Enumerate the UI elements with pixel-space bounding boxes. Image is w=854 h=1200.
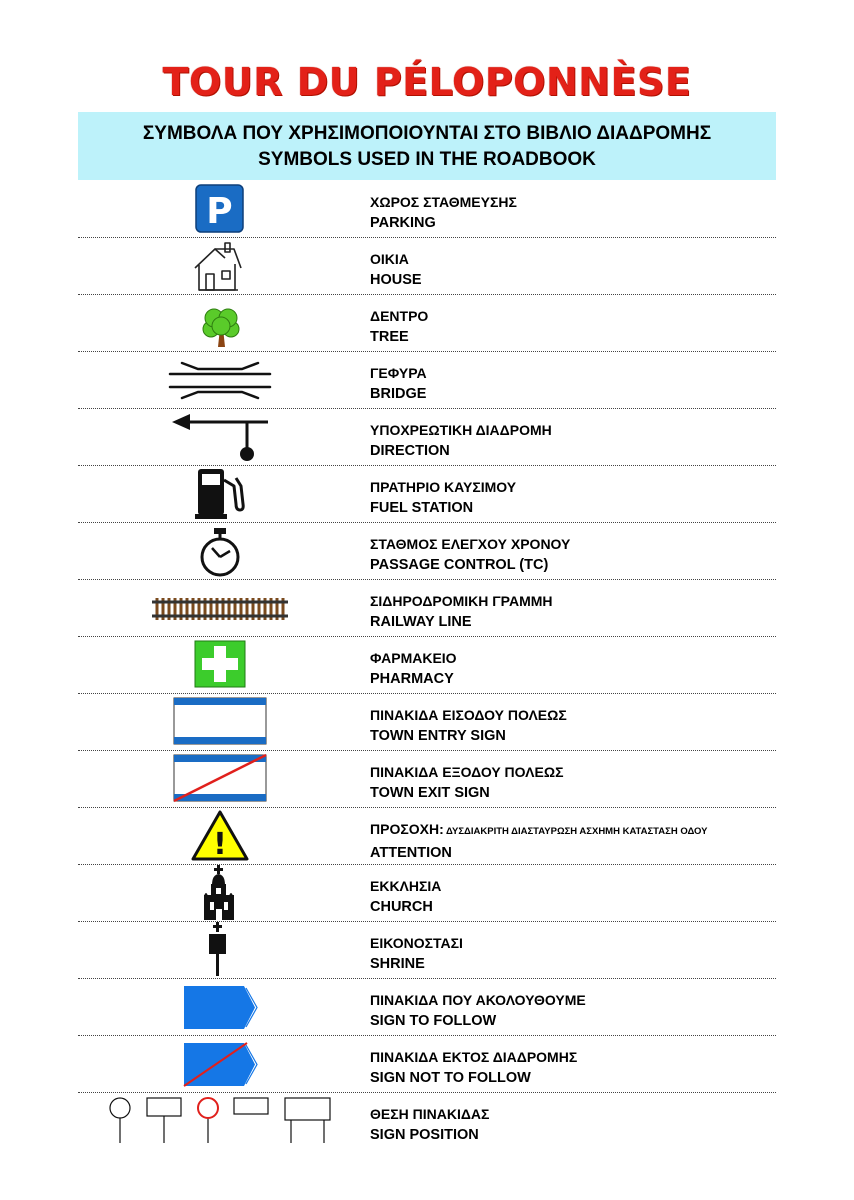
- symbol-greek-label: ΓΕΦΥΡΑ: [370, 365, 427, 381]
- symbol-greek-main: ΠΡΟΣΟΧΗ:: [370, 821, 444, 837]
- list-item: [78, 523, 776, 580]
- bridge-icon: [150, 352, 290, 409]
- symbol-english-label: HOUSE: [370, 272, 422, 288]
- list-item: [78, 1036, 776, 1093]
- symbol-greek-label: ΥΠΟΧΡΕΩΤΙΚΗ ΔΙΑΔΡΟΜΗ: [370, 422, 552, 438]
- symbol-english-label: RAILWAY LINE: [370, 614, 472, 630]
- symbol-greek-note: ΔΥΣΔΙΑΚΡΙΤΗ ΔΙΑΣΤΑΥΡΩΣΗ ΑΣΧΗΜΗ ΚΑΤΑΣΤΑΣΗ ΟΔΟΥ: [443, 826, 708, 837]
- symbol-greek-label: ΠΡΑΤΗΡΙΟ ΚΑΥΣΙΜΟΥ: [370, 479, 517, 495]
- symbol-english-label: SIGN POSITION: [370, 1127, 479, 1143]
- symbol-english-label: SIGN TO FOLLOW: [370, 1013, 497, 1029]
- warning-triangle-icon: [150, 808, 290, 865]
- symbol-greek-label: ΟΙΚΙΑ: [370, 251, 409, 267]
- sign-to-follow-icon: [150, 979, 290, 1036]
- symbol-english-label: PHARMACY: [370, 671, 454, 687]
- symbol-english-label: FUEL STATION: [370, 500, 474, 516]
- town-entry-sign-icon: [150, 694, 290, 751]
- direction-arrow-icon: [150, 409, 290, 466]
- list-item: [78, 865, 776, 922]
- symbol-greek-label: ΕΚΚΛΗΣΙΑ: [370, 878, 442, 894]
- parking-letter: P: [206, 191, 233, 232]
- sign-not-to-follow-icon: [150, 1036, 290, 1093]
- church-icon: [150, 865, 290, 922]
- pharmacy-cross-icon: [150, 637, 290, 694]
- page-title: TOUR DU PÉLOPONNÈSE: [162, 60, 692, 104]
- list-item: [78, 238, 776, 295]
- railway-icon: [150, 580, 290, 637]
- symbol-english-label: PASSAGE CONTROL (TC): [370, 557, 549, 573]
- stopwatch-icon: [150, 523, 290, 580]
- symbol-greek-label: ΠΙΝΑΚΙΔΑ ΠΟΥ ΑΚΟΛΟΥΘΟΥΜΕ: [370, 992, 586, 1008]
- shrine-icon: [150, 922, 290, 979]
- symbol-greek-label: ΧΩΡΟΣ ΣΤΑΘΜΕΥΣΗΣ: [370, 194, 517, 210]
- list-item: [78, 409, 776, 466]
- list-item: [78, 922, 776, 979]
- list-item: [78, 751, 776, 808]
- symbol-greek-label: [370, 819, 708, 842]
- symbol-english-label: TREE: [370, 329, 409, 345]
- table-header: [78, 112, 776, 180]
- symbol-greek-label: ΠΙΝΑΚΙΔΑ ΕΙΣΟΔΟΥ ΠΟΛΕΩΣ: [370, 707, 567, 723]
- fuel-pump-icon: [150, 466, 290, 523]
- symbol-greek-label: ΘΕΣΗ ΠΙΝΑΚΙΔΑΣ: [370, 1106, 490, 1122]
- symbol-english-label: BRIDGE: [370, 386, 427, 402]
- sign-position-icon: [98, 1093, 338, 1150]
- parking-icon: [150, 181, 290, 238]
- tree-icon: [150, 295, 290, 352]
- symbol-greek-label: ΦΑΡΜΑΚΕΙΟ: [370, 650, 457, 666]
- list-item: [78, 295, 776, 352]
- symbol-greek-label: ΠΙΝΑΚΙΔΑ ΕΞΟΔΟΥ ΠΟΛΕΩΣ: [370, 764, 564, 780]
- symbol-english-label: TOWN ENTRY SIGN: [370, 728, 506, 744]
- symbol-english-label: DIRECTION: [370, 443, 450, 459]
- symbol-english-label: SHRINE: [370, 956, 425, 972]
- header-english: SYMBOLS USED IN THE ROADBOOK: [258, 149, 596, 170]
- symbol-english-label: TOWN EXIT SIGN: [370, 785, 490, 801]
- house-icon: [150, 238, 290, 295]
- list-item: [78, 808, 776, 865]
- list-item: [78, 352, 776, 409]
- header-greek: ΣΥΜΒΟΛΑ ΠΟΥ ΧΡΗΣΙΜΟΠΟΙΟΥΝΤΑΙ ΣΤΟ ΒΙΒΛΙΟ ΔΙΑΔΡΟΜΗΣ: [142, 123, 712, 144]
- symbol-english-label: CHURCH: [370, 899, 433, 915]
- symbol-english-label: SIGN NOT TO FOLLOW: [370, 1070, 531, 1086]
- list-item: [78, 580, 776, 637]
- symbol-greek-label: ΔΕΝΤΡΟ: [370, 308, 429, 324]
- list-item: [78, 979, 776, 1036]
- exclamation-mark: !: [213, 827, 227, 862]
- symbol-greek-label: ΕΙΚΟΝΟΣΤΑΣΙ: [370, 935, 463, 951]
- symbols-list: [78, 181, 776, 1150]
- symbol-english-label: PARKING: [370, 215, 436, 231]
- list-item: [78, 1093, 776, 1150]
- symbol-english-label: ATTENTION: [370, 845, 452, 861]
- list-item: [78, 637, 776, 694]
- list-item: [78, 466, 776, 523]
- symbol-greek-label: ΠΙΝΑΚΙΔΑ ΕΚΤΟΣ ΔΙΑΔΡΟΜΗΣ: [370, 1049, 578, 1065]
- town-exit-sign-icon: [150, 751, 290, 808]
- list-item: [78, 181, 776, 238]
- symbol-greek-label: ΣΙΔΗΡΟΔΡΟΜΙΚΗ ΓΡΑΜΜΗ: [370, 593, 553, 609]
- list-item: [78, 694, 776, 751]
- symbol-greek-label: ΣΤΑΘΜΟΣ ΕΛΕΓΧΟΥ ΧΡΟΝΟΥ: [370, 536, 571, 552]
